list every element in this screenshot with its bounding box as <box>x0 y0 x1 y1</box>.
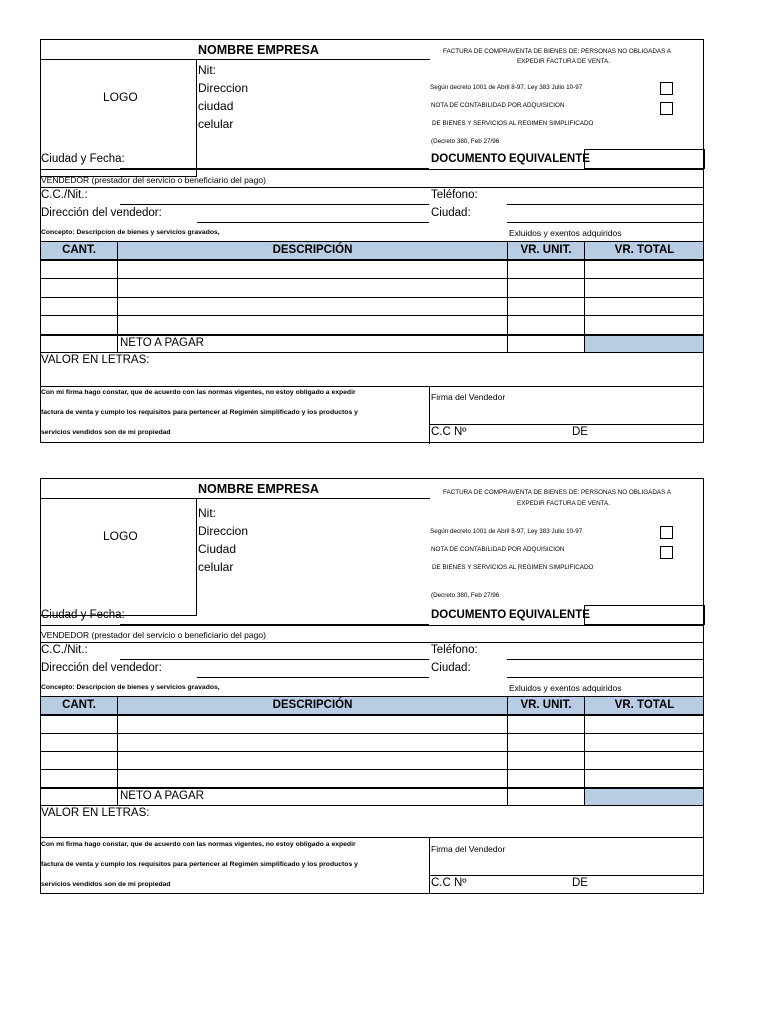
doc-equiv-label-2: EQUIVALENTE <box>509 609 590 621</box>
declaration-line3: servicios vendidos son de mi propiedad <box>41 429 171 436</box>
divider <box>41 498 430 499</box>
declaration-line1: Con mi firma hago constar, que de acuerdo con las normas vigentes, no estoy obligado a expedir <box>41 841 356 848</box>
cc-number-label: C.C Nº <box>431 426 467 438</box>
invoice-form-1 <box>40 39 704 443</box>
vendor-address-label: Dirección del vendedor: <box>41 662 162 674</box>
city-date-label: Ciudad y Fecha: <box>41 153 125 165</box>
net-to-pay-label: NETO A PAGAR <box>120 337 204 349</box>
col-header-total-value: VR. TOTAL <box>614 244 675 256</box>
col-header-total-value: VR. TOTAL <box>614 699 675 711</box>
vendor-address-input[interactable] <box>197 677 429 678</box>
net-to-pay-label: NETO A PAGAR <box>120 790 204 802</box>
decree-checkbox[interactable] <box>660 526 673 539</box>
company-phone: celular <box>198 117 234 131</box>
declaration-line2: factura de venta y cumplo los requisitos para pertencer al Regimén simplificado y los productos y <box>41 861 358 868</box>
divider <box>41 642 703 643</box>
table-row <box>41 769 703 770</box>
col-divider <box>507 241 508 352</box>
divider <box>41 805 703 806</box>
invoice-form-2 <box>40 478 704 894</box>
col-divider <box>117 241 118 352</box>
divider <box>41 696 703 697</box>
company-nit: Nit: <box>198 506 216 520</box>
vendor-city-input[interactable] <box>507 677 703 678</box>
logo-placeholder: LOGO <box>103 90 138 104</box>
logo-placeholder: LOGO <box>103 529 138 543</box>
vendor-id-label: C.C./Nit.: <box>41 189 88 201</box>
divider <box>41 837 703 838</box>
vendor-signature-line[interactable] <box>429 875 703 876</box>
company-phone: celular <box>198 560 234 574</box>
invoice-title-line1: FACTURA DE COMPRAVENTA DE BIENES DE: PERSONAS NO OBLIGADAS A <box>443 489 671 496</box>
vendor-city-input[interactable] <box>507 222 703 223</box>
invoice-title-line1: FACTURA DE COMPRAVENTA DE BIENES DE: PERSONAS NO OBLIGADAS A <box>443 48 671 55</box>
vendor-city-label: Ciudad: <box>431 207 471 219</box>
vendor-signature-line[interactable] <box>429 424 703 425</box>
signature-divider <box>429 837 430 893</box>
vendor-note: (prestador del servicio o beneficiario del pago) <box>89 175 266 185</box>
declaration-line3: servicios vendidos son de mi propiedad <box>41 881 171 888</box>
vendor-label <box>41 631 266 640</box>
concept-label: Concepto: Descripcion de bienes y servicios gravados, <box>41 229 220 236</box>
divider <box>41 625 703 626</box>
table-row <box>41 733 703 734</box>
divider <box>41 714 703 716</box>
vendor-phone-input[interactable] <box>507 659 703 660</box>
cc-de-label: DE <box>572 877 588 889</box>
company-name: NOMBRE EMPRESA <box>198 482 319 496</box>
table-row <box>41 297 703 298</box>
company-nit: Nit: <box>198 63 216 77</box>
company-name: NOMBRE EMPRESA <box>198 43 319 57</box>
col-divider <box>584 696 585 805</box>
signature-divider <box>429 386 430 444</box>
invoice-title-line2: EXPEDIR FACTURA DE VENTA. <box>517 58 610 65</box>
declaration-line1: Con mi firma hago constar, que de acuerdo con las normas vigentes, no estoy obligado a expedir <box>41 389 356 396</box>
logo-box <box>40 498 197 616</box>
company-address: Direccion <box>198 524 249 538</box>
col-header-description: DESCRIPCIÓN <box>272 244 353 256</box>
accounting-note-line2: DE BIENES Y SERVICIOS AL REGIMEN SIMPLIFICADO <box>432 564 594 571</box>
table-row <box>41 751 703 752</box>
vendor-label <box>41 176 266 185</box>
net-total-cell <box>585 789 703 805</box>
declaration-line2: factura de venta y cumplo los requisitos para pertencer al Regimén simplificado y los productos y <box>41 409 358 416</box>
decree2-text: (Decreto 380, Feb 27/96 <box>431 138 500 145</box>
accounting-note-checkbox[interactable] <box>660 102 673 115</box>
divider <box>41 169 703 170</box>
decree-text: Según decreto 1001 de Abril 8-97, Ley 383 Julio 10-97 <box>430 528 583 535</box>
col-header-qty: CANT. <box>62 244 96 256</box>
table-row <box>41 278 703 279</box>
net-total-cell <box>585 336 703 352</box>
col-header-unit-value: VR. UNIT. <box>520 244 572 256</box>
table-row <box>41 315 703 316</box>
vendor-phone-input[interactable] <box>507 204 703 205</box>
vendor-phone-label: Teléfono: <box>431 644 478 656</box>
col-header-description: DESCRIPCIÓN <box>272 699 353 711</box>
excluded-label: Exluidos y exentos adquiridos <box>509 228 622 238</box>
col-header-unit-value: VR. UNIT. <box>520 699 572 711</box>
concept-label: Concepto: Descripcion de bienes y servicios gravados, <box>41 684 220 691</box>
vendor-signature-label: Firma del Vendedor <box>431 392 506 402</box>
doc-equiv-label-1: DOCUMENTO <box>431 609 507 621</box>
col-header-qty: CANT. <box>62 699 96 711</box>
company-address: Direccion <box>198 81 249 95</box>
col-divider <box>507 696 508 805</box>
decree-checkbox[interactable] <box>660 82 673 95</box>
vendor-address-input[interactable] <box>197 222 429 223</box>
accounting-note-line2: DE BIENES Y SERVICIOS AL REGIMEN SIMPLIFICADO <box>432 120 594 127</box>
col-divider <box>584 241 585 352</box>
invoice-title-line2: EXPEDIR FACTURA DE VENTA. <box>517 500 610 507</box>
vendor-bold: VENDEDOR <box>41 630 90 640</box>
doc-equiv-number-box[interactable] <box>584 149 705 169</box>
vendor-signature-label: Firma del Vendedor <box>431 844 506 854</box>
doc-equiv-label-1: DOCUMENTO <box>431 153 507 165</box>
divider <box>41 241 703 242</box>
cc-de-label: DE <box>572 426 588 438</box>
divider <box>41 386 703 387</box>
company-city: ciudad <box>198 99 234 113</box>
vendor-id-input[interactable] <box>120 659 429 660</box>
vendor-id-label: C.C./Nit.: <box>41 644 88 656</box>
value-in-words-label: VALOR EN LETRAS: <box>41 354 150 366</box>
vendor-phone-label: Teléfono: <box>431 189 478 201</box>
doc-equiv-label-2: EQUIVALENTE <box>509 153 590 165</box>
vendor-note: (prestador del servicio o beneficiario del pago) <box>89 630 266 640</box>
decree2-text: (Decreto 380, Feb 27/96 <box>431 592 500 599</box>
value-in-words-label: VALOR EN LETRAS: <box>41 807 150 819</box>
city-date-label: Ciudad y Fecha: <box>41 609 125 621</box>
accounting-note-line1: NOTA DE CONTABILIDAD POR ADQUISICION <box>431 102 565 109</box>
vendor-city-label: Ciudad: <box>431 662 471 674</box>
decree-text: Según decreto 1001 de Abril 8-97, Ley 383 Julio 10-97 <box>430 84 583 91</box>
company-city: Ciudad <box>198 542 237 556</box>
accounting-note-checkbox[interactable] <box>660 546 673 559</box>
vendor-address-label: Dirección del vendedor: <box>41 207 162 219</box>
cc-number-label: C.C Nº <box>431 877 467 889</box>
accounting-note-line1: NOTA DE CONTABILIDAD POR ADQUISICION <box>431 546 565 553</box>
divider <box>41 352 703 353</box>
doc-equiv-number-box[interactable] <box>584 605 705 625</box>
divider <box>41 59 430 60</box>
excluded-label: Exluidos y exentos adquiridos <box>509 683 622 693</box>
divider <box>41 187 703 188</box>
col-divider <box>117 696 118 805</box>
vendor-bold: VENDEDOR <box>41 175 90 185</box>
vendor-id-input[interactable] <box>120 204 429 205</box>
divider <box>41 259 703 261</box>
